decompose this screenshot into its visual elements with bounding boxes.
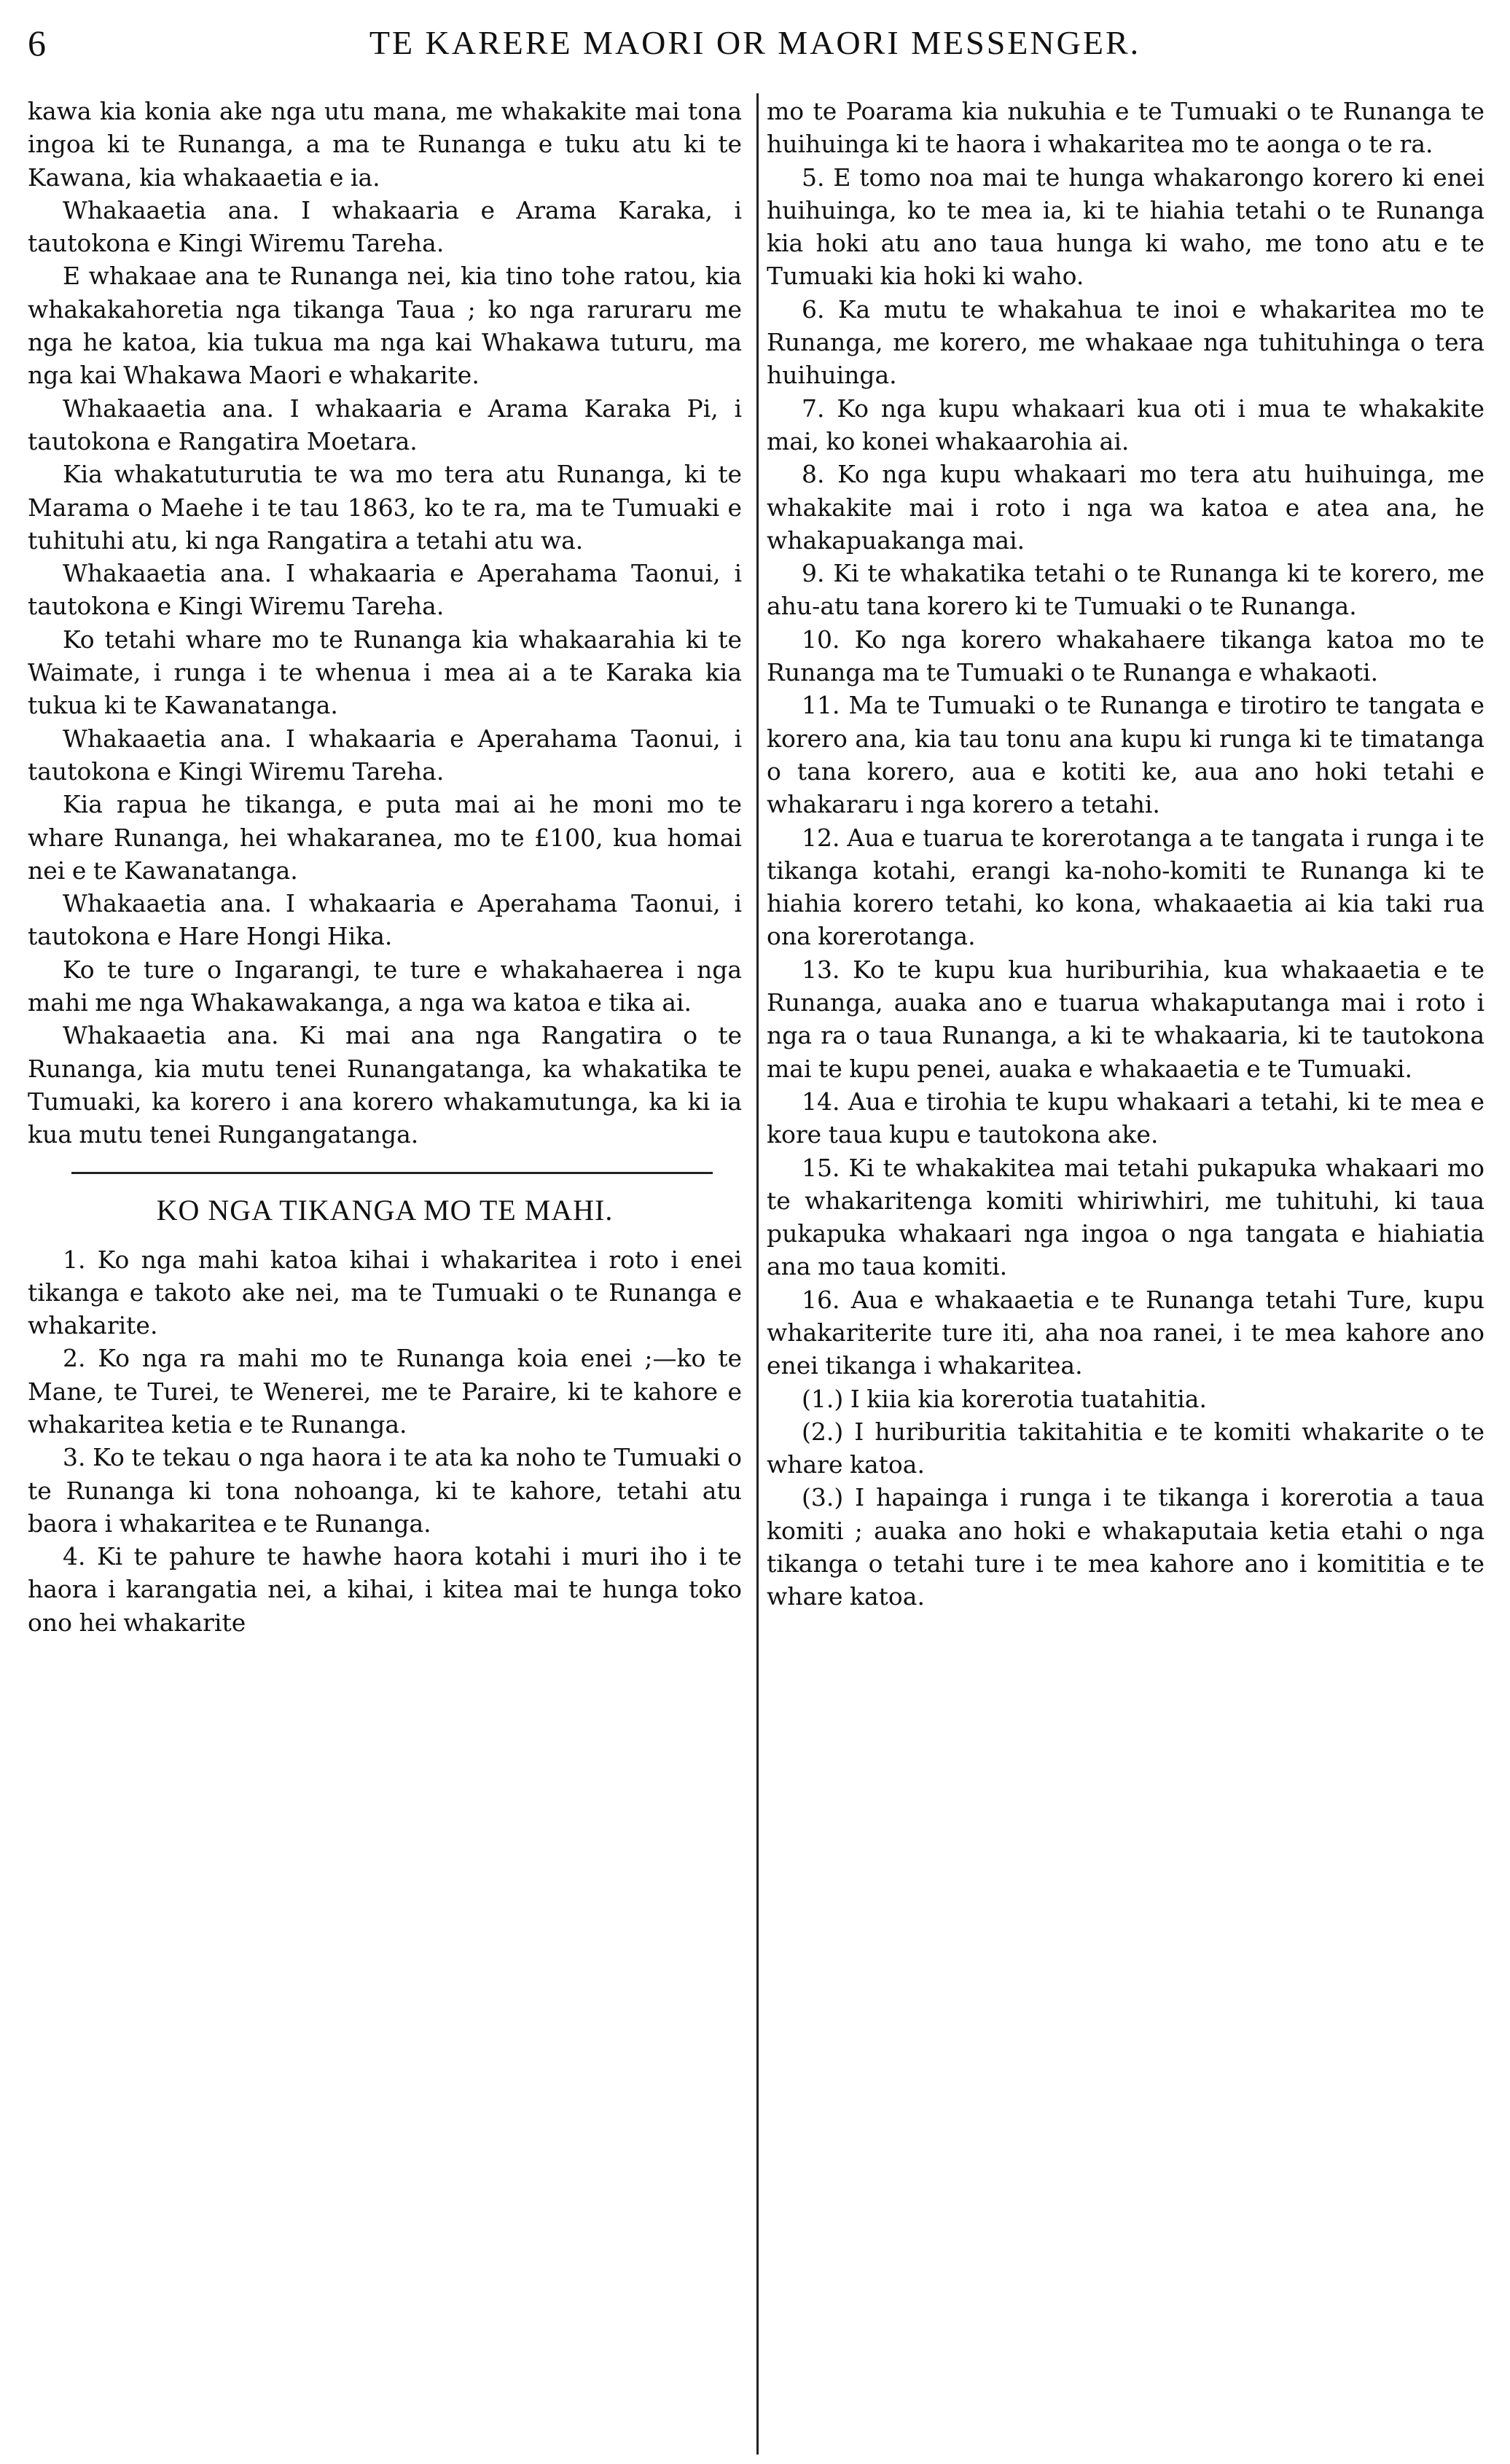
paragraph: Kia rapua he tikanga, e puta mai ai he moni mo te whare Runanga, hei whakaranea, mo te £100, kua homai nei e te Kawanatanga.	[28, 790, 742, 885]
paragraph: Whakaaetia ana. I whakaaria e Aperahama Taonui, i tautokona e Hare Hongi Hika.	[28, 889, 742, 951]
section-divider	[71, 1172, 713, 1174]
sub-item: (1.) I kiia kia korerotia tuatahitia.	[802, 1384, 1207, 1413]
paragraph: Ko te ture o Ingarangi, te ture e whakahaerea i nga mahi me nga Whakawakanga, a nga wa katoa e tika ai.	[28, 955, 742, 1017]
paragraph: Whakaaetia ana. Ki mai ana nga Rangatira o te Runanga, kia mutu tenei Runangatanga, ka whakatika te Tumuaki, ka korero i ana korero whakamutunga, ka ki ia kua mutu tenei Rungangatanga.	[28, 1021, 742, 1149]
sub-item: (2.) I huriburitia takitahitia e te komiti whakarite o te whare katoa.	[767, 1417, 1484, 1479]
paragraph: Whakaaetia ana. I whakaaria e Arama Karaka Pi, i tautokona e Rangatira Moetara.	[28, 394, 742, 455]
rule-item: 1. Ko nga mahi katoa kihai i whakaritea i roto i enei tikanga e takoto ake nei, ma te Tumuaki o te Runanga e whakarite.	[28, 1245, 742, 1340]
rule-item: 7. Ko nga kupu whakaari kua oti i mua te whakakite mai, ko konei whakaarohia ai.	[767, 394, 1484, 455]
rule-item: 8. Ko nga kupu whakaari mo tera atu huihuinga, me whakakite mai i roto i nga wa katoa e atea ana, he whakapuakanga mai.	[767, 460, 1484, 555]
column-rule	[756, 93, 759, 2455]
running-title: TE KARERE MAORI OR MAORI MESSENGER.	[369, 24, 1141, 61]
paragraph: kawa kia konia ake nga utu mana, me whakakite mai tona ingoa ki te Runanga, a ma te Runanga e tuku atu ki te Kawana, kia whakaaetia e ia.	[28, 97, 742, 192]
paragraph: Whakaaetia ana. I whakaaria e Aperahama Taonui, i tautokona e Kingi Wiremu Tareha.	[28, 559, 742, 621]
paragraph: Ko tetahi whare mo te Runanga kia whakaarahia ki te Waimate, i runga i te whenua i mea ai a te Karaka kia tukua ki te Kawanatanga.	[28, 625, 742, 720]
rule-item: 9. Ki te whakatika tetahi o te Runanga ki te korero, me ahu-atu tana korero ki te Tumuaki o te Runanga.	[767, 559, 1484, 621]
right-column	[767, 95, 1484, 2441]
rule-item: 14. Aua e tirohia te kupu whakaari a tetahi, ki te mea e kore taua kupu e tautokona ake.	[767, 1087, 1484, 1149]
left-column	[28, 95, 742, 2441]
paragraph: mo te Poarama kia nukuhia e te Tumuaki o te Runanga te huihuinga ki te haora i whakaritea mo te aonga o te ra.	[767, 97, 1484, 159]
rule-item: 12. Aua e tuarua te korerotanga a te tangata i runga i te tikanga kotahi, erangi ka-noho-komiti te Runanga ki te hiahia korero tetahi, ko kona, whakaaetia ai kia taki rua ona korerotanga.	[767, 823, 1484, 951]
section-heading: KO NGA TIKANGA MO TE MAHI.	[156, 1193, 614, 1227]
rule-item: 3. Ko te tekau o nga haora i te ata ka noho te Tumuaki o te Runanga ki tona nohoanga, ki te kahore, tetahi atu baora i whakaritea e te Runanga.	[28, 1443, 742, 1538]
sub-item: (3.) I hapainga i runga i te tikanga i korerotia a taua komiti ; auaka ano hoki e whakaputaia ketia etahi o nga tikanga o tetahi ture i te mea kahore ano i komititia e te whare katoa.	[767, 1483, 1484, 1611]
page-number: 6	[28, 23, 46, 63]
rule-item: 5. E tomo noa mai te hunga whakarongo korero ki enei huihuinga, ko te mea ia, ki te hiahia tetahi o te Runanga kia hoki atu ano taua hunga ki waho, me tono atu e te Tumuaki kia hoki ki waho.	[767, 163, 1484, 291]
rule-item: 13. Ko te kupu kua huriburihia, kua whakaaetia e te Runanga, auaka ano e tuarua whakaputanga mai i roto i nga ra o taua Runanga, a ki te whakaaria, ki te tautokona mai te kupu penei, auaka e whakaaetia e te Tumuaki.	[767, 955, 1484, 1083]
rule-item: 6. Ka mutu te whakahua te inoi e whakaritea mo te Runanga, me korero, me whakaae nga tuhituhinga o tera huihuinga.	[767, 294, 1484, 390]
rule-item: 16. Aua e whakaaetia e te Runanga tetahi Ture, kupu whakariterite ture iti, aha noa ranei, i te mea kahore ano enei tikanga i whakaritea.	[767, 1285, 1484, 1380]
paragraph: Whakaaetia ana. I whakaaria e Arama Karaka, i tautokona e Kingi Wiremu Tareha.	[28, 195, 742, 258]
paragraph: E whakaae ana te Runanga nei, kia tino tohe ratou, kia whakakahoretia nga tikanga Taua ; ko nga raruraru me nga he katoa, kia tukua ma nga kai Whakawa tuturu, ma nga kai Whakawa Maori e whakarite.	[28, 262, 742, 390]
paragraph: Whakaaetia ana. I whakaaria e Aperahama Taonui, i tautokona e Kingi Wiremu Tareha.	[28, 724, 742, 786]
rule-item: 2. Ko nga ra mahi mo te Runanga koia enei ;—ko te Mane, te Turei, te Wenerei, me te Paraire, ki te kahore e whakaritea ketia e te Runanga.	[28, 1344, 742, 1439]
rule-item: 10. Ko nga korero whakahaere tikanga katoa mo te Runanga ma te Tumuaki o te Runanga e whakaoti.	[767, 625, 1484, 687]
page-header	[28, 22, 1482, 73]
paragraph: Kia whakatuturutia te wa mo tera atu Runanga, ki te Marama o Maehe i te tau 1863, ko te ra, ma te Tumuaki e tuhituhi atu, ki nga Rangatira a tetahi atu wa.	[28, 460, 742, 555]
rule-item: 15. Ki te whakakitea mai tetahi pukapuka whakaari mo te whakaritenga komiti whiriwhiri, me tuhituhi, ki taua pukapuka whakaari nga ingoa o nga tangata e hiahiatia ana mo taua komiti.	[767, 1153, 1484, 1281]
rule-item: 4. Ki te pahure te hawhe haora kotahi i muri iho i te haora i karangatia nei, a kihai, i kitea mai te hunga toko ono hei whakarite	[28, 1542, 742, 1637]
rule-item: 11. Ma te Tumuaki o te Runanga e tirotiro te tangata e korero ana, kia tau tonu ana kupu ki runga ki te timatanga o tana korero, aua e kotiti ke, aua ano hoki tetahi e whakararu i nga korero a tetahi.	[767, 691, 1484, 819]
